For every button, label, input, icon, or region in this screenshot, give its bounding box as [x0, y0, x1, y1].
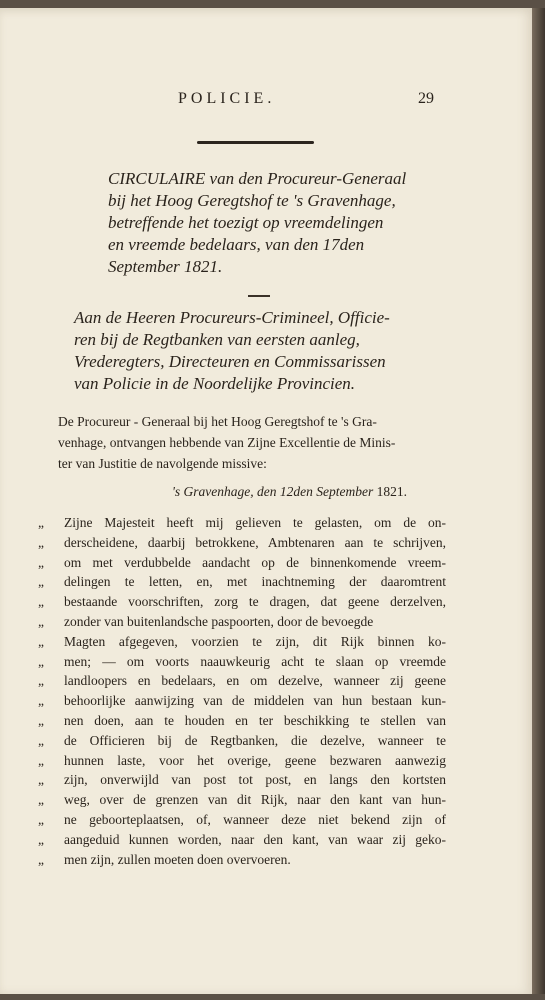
- address-line: van Policie in de Noordelijke Provincien.: [74, 374, 356, 393]
- address-line: Vrederegters, Directeuren en Commissarissen: [74, 352, 386, 371]
- address-line: ren bij de Regtbanken van eersten aanleg,: [74, 330, 360, 349]
- title-line: bij het Hoog Geregtshof te 's Gravenhage,: [108, 191, 396, 210]
- address-line: Aan de Heeren Procureurs-Crimineel, Officie-: [74, 308, 390, 327]
- body-line: [38, 830, 448, 850]
- title-line: betreffende het toezigt op vreemdelingen: [108, 213, 384, 232]
- body-line: [38, 652, 448, 672]
- body-line-text: landloopers en bedelaars, en om dezelve, wanneer zij geene: [64, 673, 446, 689]
- quote-mark: „: [38, 633, 44, 649]
- quote-mark: „: [38, 831, 44, 847]
- intro-line: venhage, ontvangen hebbende van Zijne Excellentie de Minis-: [58, 435, 396, 450]
- body-line-text: weg, over de grenzen van dit Rijk, naar den kant van hun-: [64, 792, 446, 808]
- quote-mark: „: [38, 851, 44, 867]
- body-line: [38, 731, 448, 751]
- body-line-text: men; — om voorts naauwkeurig acht te slaan op vreemde: [64, 653, 446, 669]
- quote-mark: „: [38, 772, 44, 788]
- quote-mark: „: [38, 515, 44, 530]
- intro-line: De Procureur - Generaal bij het Hoog Geregtshof te 's Gra-: [58, 414, 377, 429]
- quote-mark: „: [38, 594, 44, 610]
- body-line: [38, 612, 448, 632]
- body-line-text: delingen te letten, en, met inachtneming der daaromtrent: [64, 574, 446, 590]
- dateline-place-date: 's Gravenhage, den 12den September: [172, 484, 374, 499]
- body-line-text: men zijn, zullen moeten doen overvoeren.: [64, 851, 291, 867]
- missive-body: [38, 513, 448, 869]
- body-line: [38, 533, 448, 553]
- body-line-text: zonder van buitenlandsche paspoorten, door de bevoegde: [64, 613, 374, 629]
- quote-mark: „: [38, 712, 44, 728]
- body-line: [38, 513, 448, 533]
- body-line-text: hunnen laste, voor het overige, geene bezwaren aanwezig: [64, 752, 446, 768]
- quote-mark: „: [38, 534, 44, 550]
- quote-mark: „: [38, 693, 44, 709]
- dateline: [172, 484, 407, 500]
- body-line-text: derscheidene, daarbij betrokkene, Ambtenaren aan te schrijven,: [64, 534, 446, 550]
- book-page: [0, 8, 532, 994]
- body-line-text: Magten afgegeven, voorzien te zijn, dit Rijk binnen ko-: [64, 633, 446, 649]
- body-line-text: bestaande voorschriften, zorg te dragen, dat geene derzelven,: [64, 594, 446, 610]
- body-line-text: behoorlijke aanwijzing van de middelen van hun bestaan kun-: [64, 693, 446, 709]
- book-spine-edge: [532, 8, 545, 994]
- quote-mark: „: [38, 752, 44, 768]
- running-head: [0, 90, 532, 114]
- body-line-text: nen doen, aan te houden en ter beschikking te stellen van: [64, 712, 446, 728]
- quote-mark: „: [38, 574, 44, 590]
- title-line: en vreemde bedelaars, van den 17den: [108, 235, 365, 254]
- title-line: September 1821.: [108, 257, 223, 276]
- body-line-text: Zijne Majesteit heeft mij gelieven te gelasten, om de on-: [64, 515, 446, 530]
- body-line-text: ne geboorteplaatsen, of, wanneer deze niet bekend zijn of: [64, 811, 446, 827]
- body-line-text: aangeduid kunnen worden, naar den kant, van waar zij geko-: [64, 831, 446, 847]
- body-line: [38, 592, 448, 612]
- quote-mark: „: [38, 792, 44, 808]
- circular-title: [108, 168, 454, 278]
- body-line: [38, 770, 448, 790]
- body-line: [38, 751, 448, 771]
- body-line: [38, 553, 448, 573]
- body-line: [38, 790, 448, 810]
- quote-mark: „: [38, 673, 44, 689]
- quote-mark: „: [38, 613, 44, 629]
- intro-paragraph: [58, 411, 442, 474]
- body-line: [38, 810, 448, 830]
- dateline-year: 1821.: [376, 484, 407, 499]
- quote-mark: „: [38, 554, 44, 570]
- body-line: [38, 850, 448, 870]
- quote-mark: „: [38, 653, 44, 669]
- page-number: 29: [418, 90, 434, 107]
- body-line: [38, 711, 448, 731]
- quote-mark: „: [38, 732, 44, 748]
- body-line: [38, 572, 448, 592]
- body-line-text: zijn, onverwijld van post tot post, en langs den kortsten: [64, 772, 446, 788]
- body-line: [38, 632, 448, 652]
- divider-rule: [248, 295, 270, 297]
- addressee-block: [74, 307, 452, 395]
- running-head-title: POLICIE.: [178, 90, 276, 107]
- body-line-text: de Officieren bij de Regtbanken, die dezelve, wanneer te: [64, 732, 446, 748]
- ornamental-rule: [197, 141, 314, 144]
- body-line-text: om met verdubbelde aandacht op de binnenkomende vreem-: [64, 554, 446, 570]
- body-line: [38, 691, 448, 711]
- intro-line: ter van Justitie de navolgende missive:: [58, 456, 267, 471]
- title-line: CIRCULAIRE van den Procureur-Generaal: [108, 169, 407, 188]
- quote-mark: „: [38, 811, 44, 827]
- body-line: [38, 671, 448, 691]
